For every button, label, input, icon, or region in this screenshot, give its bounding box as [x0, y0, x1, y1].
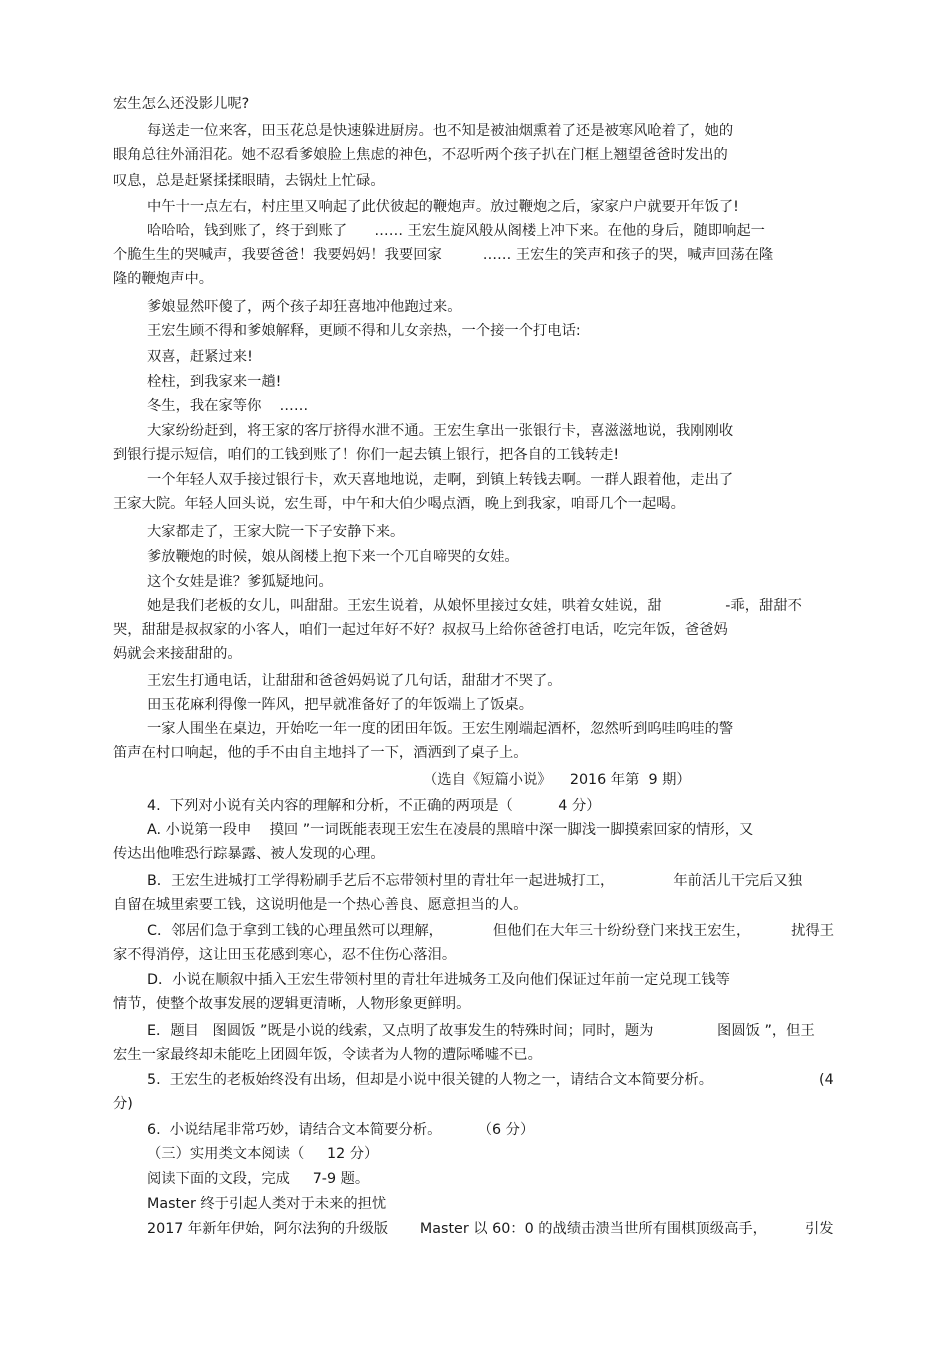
text-line: 引发	[805, 1221, 834, 1237]
text-line: 个脆生生的哭喊声，我要爸爸！我要妈妈！我要回家 …… 王宏生的笑声和孩子的哭，喊声回荡在隆	[113, 247, 774, 263]
text-line: 宏生怎么还没影儿呢?	[113, 96, 250, 112]
instruction: 阅读下面的文段，完成 7-9 题。	[147, 1171, 370, 1187]
text-line: 大家都走了，王家大院一下子安静下来。	[147, 524, 405, 540]
text-line: 自留在城里索要工钱，这说明他是一个热心善良、愿意担当的人。	[113, 897, 528, 913]
option-a: A. 小说第一段申 摸回 ”一词既能表现王宏生在凌晨的黑暗中深一脚浅一脚摸索回家的情形，又	[147, 822, 754, 838]
question-4: 4. 下列对小说有关内容的理解和分析，不正确的两项是（ 4 分）	[147, 798, 601, 814]
text-line: 传达出他唯恐行踪暴露、被人发现的心理。	[113, 846, 385, 862]
text-line: 宏生一家最终却未能吃上团圆年饭，令读者为人物的遭际唏嘘不已。	[113, 1047, 542, 1063]
text-line: 爹放鞭炮的时候，娘从阁楼上抱下来一个兀自啼哭的女娃。	[147, 549, 519, 565]
text-line: 哈哈哈，钱到账了，终于到账了 …… 王宏生旋风般从阁楼上冲下来。在他的身后，随即响起一	[147, 223, 765, 239]
text-line: 双喜，赶紧过来!	[147, 349, 253, 365]
text-line: 栓柱，到我家来一趟!	[147, 374, 282, 390]
text-line: 这个女娃是谁？爹狐疑地问。	[147, 574, 333, 590]
text-line: 中午十一点左右，村庄里又响起了此伏彼起的鞭炮声。放过鞭炮之后，家家户户就要开年饭了!	[147, 199, 739, 215]
question-5-score-cont: 分)	[113, 1096, 133, 1112]
text-line: 田玉花麻利得像一阵风，把早就准备好了的年饭端上了饭桌。	[147, 697, 534, 713]
text-line: 一个年轻人双手接过银行卡，欢天喜地地说，走啊，到镇上转钱去啊。一群人跟着他，走出了	[147, 472, 734, 488]
article-title: Master 终于引起人类对于未来的担忧	[147, 1196, 387, 1212]
question-6: 6. 小说结尾非常巧妙，请结合文本简要分析。 （6 分）	[147, 1122, 535, 1138]
text-line: 每送走一位来客，田玉花总是快速躲进厨房。也不知是被油烟熏着了还是被寒风呛着了，她的	[147, 123, 734, 139]
text-line: 妈就会来接甜甜的。	[113, 646, 242, 662]
text-line: 冬生，我在家等你 ……	[147, 398, 309, 414]
option-e: E．题目 图圆饭 ”既是小说的线索，又点明了故事发生的特殊时间；同时，题为 图圆饭 ”，但王	[147, 1023, 815, 1039]
text-line: 2017 年新年伊始，阿尔法狗的升级版 Master 以 60：0 的战绩击溃当世所有围棋顶级高手，	[147, 1221, 767, 1237]
text-line: 爹娘显然吓傻了，两个孩子却狂喜地冲他跑过来。	[147, 299, 462, 315]
question-5-score: (4	[819, 1072, 834, 1088]
text-line: 叹息，总是赶紧揉揉眼睛，去锅灶上忙碌。	[113, 173, 385, 189]
source-citation: （选自《短篇小说》 2016 年第 9 期）	[423, 772, 691, 788]
option-b: B．王宏生进城打工学得粉刷手艺后不忘带领村里的青壮年一起进城打工， 年前活儿干完后又独	[147, 873, 803, 889]
text-line: 一家人围坐在桌边，开始吃一年一度的团田年饭。王宏生刚端起酒杯，忽然听到呜哇呜哇的警	[147, 721, 734, 737]
question-5: 5. 王宏生的老板始终没有出场，但却是小说中很关键的人物之一，请结合文本简要分析。	[147, 1072, 714, 1088]
text-line: 眼角总往外涌泪花。她不忍看爹娘脸上焦虑的神色，不忍听两个孩子扒在门框上翘望爸爸时发出的	[113, 147, 728, 163]
text-line: 笛声在村口响起，他的手不由自主地抖了一下，酒洒到了桌子上。	[113, 745, 528, 761]
section-heading: （三）实用类文本阅读（ 12 分）	[147, 1146, 379, 1162]
text-line: 王宏生顾不得和爹娘解释，更顾不得和儿女亲热，一个接一个打电话:	[147, 323, 581, 339]
text-line: 到银行提示短信，咱们的工钱到账了！你们一起去镇上银行，把各自的工钱转走!	[113, 447, 620, 463]
text-line: 大家纷纷赶到，将王家的客厅挤得水泄不通。王宏生拿出一张银行卡，喜滋滋地说，我刚刚收	[147, 423, 734, 439]
text-line: 情节，使整个故事发展的逻辑更清晰，人物形象更鲜明。	[113, 996, 471, 1012]
option-c: C．邻居们急于拿到工钱的心理虽然可以理解， 但他们在大年三十纷纷登门来找王宏生， 扰得王	[147, 923, 835, 939]
text-line: 她是我们老板的女儿，叫甜甜。王宏生说着，从娘怀里接过女娃，哄着女娃说，甜 -乖，甜甜不	[147, 598, 802, 614]
text-line: 王宏生打通电话，让甜甜和爸爸妈妈说了几句话，甜甜才不哭了。	[147, 673, 562, 689]
text-line: 隆的鞭炮声中。	[113, 271, 214, 287]
text-line: 王家大院。年轻人回头说，宏生哥，中午和大伯少喝点酒，晚上到我家，咱哥几个一起喝。	[113, 496, 685, 512]
text-line: 哭，甜甜是叔叔家的小客人，咱们一起过年好不好？叔叔马上给你爸爸打电话，吃完年饭，爸爸妈	[113, 622, 728, 638]
option-d: D．小说在顺叙中插入王宏生带领村里的青壮年进城务工及向他们保证过年前一定兑现工钱等	[147, 972, 730, 988]
text-line: 家不得消停，这让田玉花感到寒心，忍不住伤心落泪。	[113, 947, 457, 963]
